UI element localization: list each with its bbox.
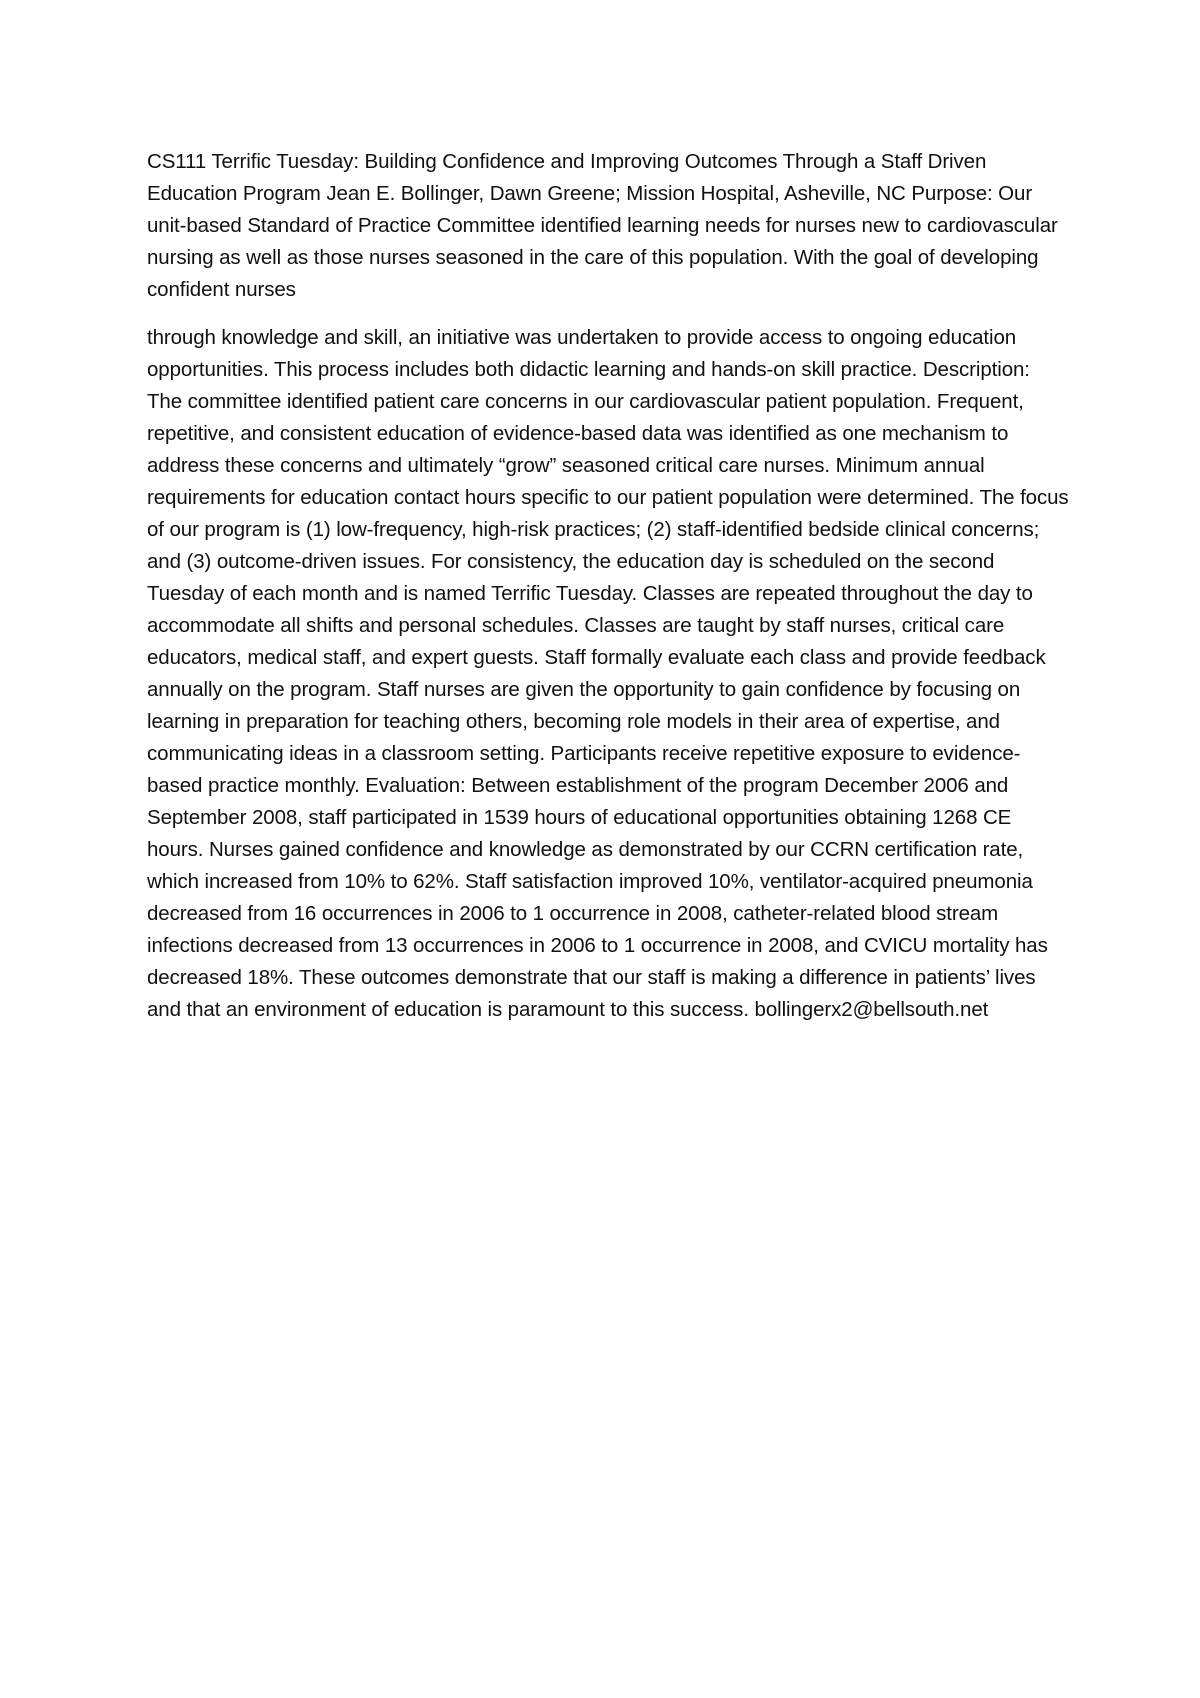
abstract-paragraph-body: through knowledge and skill, an initiative was undertaken to provide access to ongoing education opportunities. This process includes both didactic learning and hands-on skill practice. Description: The committee identified patient care concerns in our cardiovascular patient population. Frequent, repetitive, and consistent education of evidence-based data was identified as one mechanism to address these concerns and ultimately “grow” seasoned critical care nurses. Minimum annual requirements for education contact hours specific to our patient population were determined. The focus of our program is (1) low-frequency, high-risk practices; (2) staff-identified bedside clinical concerns; and (3) outcome-driven issues. For consistency, the education day is scheduled on the second Tuesday of each month and is named Terrific Tuesday. Classes are repeated throughout the day to accommodate all shifts and personal schedules. Classes are taught by staff nurses, critical care educators, medical staff, and expert guests. Staff formally evaluate each class and provide feedback annually on the program. Staff nurses are given the opportunity to gain confidence by focusing on learning in preparation for teaching others, becoming role models in their area of expertise, and communicating ideas in a classroom setting. Participants receive repetitive exposure to evidence-based practice monthly. Evaluation: Between establishment of the program December 2006 and September 2008, staff participated in 1539 hours of educational opportunities obtaining 1268 CE hours. Nurses gained confidence and knowledge as demonstrated by our CCRN certification rate, which increased from 10% to 62%. Staff satisfaction improved 10%, ventilator-acquired pneumonia decreased from 16 occurrences in 2006 to 1 occurrence in 2008, catheter-related blood stream infections decreased from 13 occurrences in 2006 to 1 occurrence in 2008, and CVICU mortality has decreased 18%. These outcomes demonstrate that our staff is making a difference in patients’ lives and that an environment of education is paramount to this success. bollingerx2@bellsouth.net <box>147 326 1069 1021</box>
abstract-paragraph-intro: CS111 Terrific Tuesday: Building Confidence and Improving Outcomes Through a Staff Driven Education Program Jean E. Bollinger, Dawn Greene; Mission Hospital, Asheville, NC Purpose: Our unit-based Standard of Practice Committee identified learning needs for nurses new to cardiovascular nursing as well as those nurses seasoned in the care of this population. With the goal of developing confident nurses <box>147 150 1058 301</box>
